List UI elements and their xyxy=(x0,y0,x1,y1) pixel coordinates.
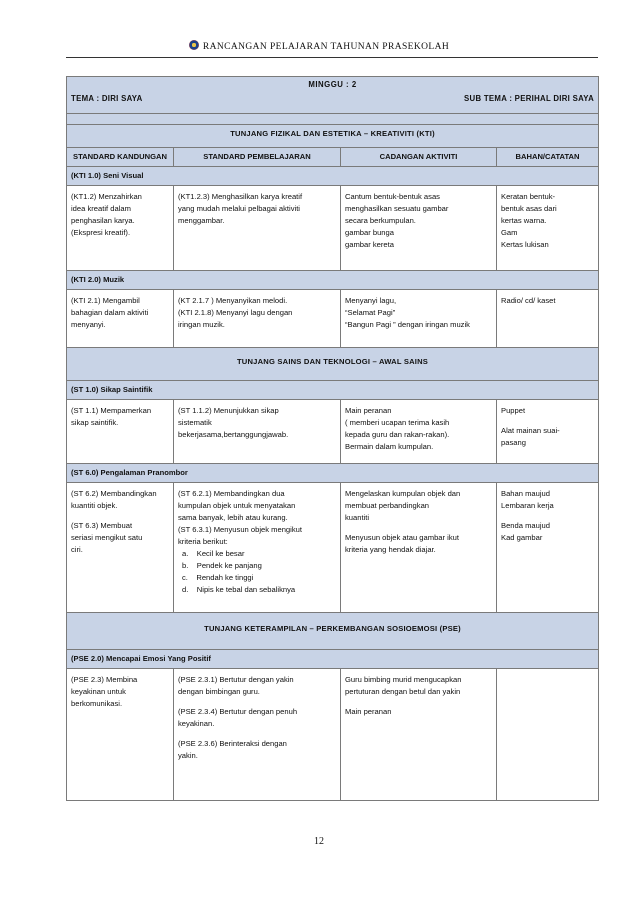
standard-kandungan-cell xyxy=(67,669,174,801)
cell-line: (KT 2.1.7 ) Menyanyikan melodi. xyxy=(178,296,288,305)
cell-line: Menyusun objek atau gambar ikut xyxy=(345,533,459,542)
cell-line: Kad gambar xyxy=(501,533,543,542)
cell-line: (KT1.2) Menzahirkan xyxy=(71,192,142,201)
cell-line: Alat mainan suai- xyxy=(501,426,560,435)
cadangan-aktiviti-cell xyxy=(341,186,497,271)
cadangan-aktiviti-cell xyxy=(341,400,497,464)
header-title: RANCANGAN PELAJARAN TAHUNAN PRASEKOLAH xyxy=(202,42,450,52)
cell-line: pasang xyxy=(501,438,526,447)
cadangan-aktiviti-cell xyxy=(341,290,497,348)
standard-kandungan-cell xyxy=(67,186,174,271)
cell-line: (ST 6.2) Membandingkan xyxy=(71,489,157,498)
standard-pembelajaran-cell xyxy=(174,290,341,348)
cell-line: “Bangun Pagi ” dengan iringan muzik xyxy=(345,320,470,329)
cell-line: bahagian dalam aktiviti xyxy=(71,308,149,317)
header-rule xyxy=(66,57,598,58)
cell-line: kumpulan objek untuk menyatakan xyxy=(178,501,296,510)
cell-line: idea kreatif dalam xyxy=(71,204,131,213)
bahan-catatan-cell xyxy=(497,400,599,464)
section-heading: (KTI 1.0) Seni Visual xyxy=(67,167,599,186)
ministry-logo-icon xyxy=(189,40,199,50)
cell-line: Guru bimbing murid mengucapkan xyxy=(345,675,462,684)
cell-line: seriasi mengikut satu xyxy=(71,533,143,542)
criteria-list-item: a. Kecil ke besar xyxy=(182,549,245,558)
cell-line: berkomunikasi. xyxy=(71,699,123,708)
cell-line: menyanyi. xyxy=(71,320,106,329)
cell-line: pertuturan dengan betul dan yakin xyxy=(345,687,461,696)
pillar-heading: TUNJANG FIZIKAL DAN ESTETIKA – KREATIVITI (KTI) xyxy=(67,125,599,148)
cell-line: kriteria yang hendak diajar. xyxy=(345,545,436,554)
cell-line: Main peranan xyxy=(345,707,392,716)
theme-label: TEMA : DIRI SAYA xyxy=(71,94,143,103)
cell-line: Menyanyi lagu, xyxy=(345,296,397,305)
cell-line: kuantiti objek. xyxy=(71,501,118,510)
week-label: MINGGU : 2 xyxy=(308,80,357,89)
week-theme-cell xyxy=(67,77,599,114)
criteria-list-item: d. Nipis ke tebal dan sebaliknya xyxy=(182,585,296,594)
cell-line: bekerjasama,bertanggungjawab. xyxy=(178,430,289,439)
cell-line: (PSE 2.3) Membina xyxy=(71,675,138,684)
pillar-heading: TUNJANG KETERAMPILAN – PERKEMBANGAN SOSIOEMOSI (PSE) xyxy=(67,613,599,650)
cell-line: penghasilan karya. xyxy=(71,216,135,225)
standard-pembelajaran-cell xyxy=(174,483,341,613)
cell-line: Bahan maujud xyxy=(501,489,550,498)
column-header: CADANGAN AKTIVITI xyxy=(341,148,497,167)
cell-line: keyakinan untuk xyxy=(71,687,126,696)
cell-line: gambar kereta xyxy=(345,240,394,249)
cell-line: (PSE 2.3.1) Bertutur dengan yakin xyxy=(178,675,294,684)
standard-kandungan-cell xyxy=(67,290,174,348)
cell-line: (KTI 2.1.8) Menyanyi lagu dengan xyxy=(178,308,293,317)
cell-line: (ST 6.3) Membuat xyxy=(71,521,133,530)
cell-line: Radio/ cd/ kaset xyxy=(501,296,556,305)
cell-line: (ST 6.2.1) Membandingkan dua xyxy=(178,489,285,498)
cell-line: yang mudah melalui pelbagai aktiviti xyxy=(178,204,300,213)
standard-kandungan-cell xyxy=(67,483,174,613)
criteria-list-item: b. Pendek ke panjang xyxy=(182,561,262,570)
lesson-plan-table xyxy=(66,76,599,801)
bahan-catatan-cell xyxy=(497,186,599,271)
cell-line: membuat perbandingkan xyxy=(345,501,430,510)
cadangan-aktiviti-cell xyxy=(341,669,497,801)
spacer-band xyxy=(67,114,599,125)
subtheme-label: SUB TEMA : PERIHAL DIRI SAYA xyxy=(464,94,595,103)
cell-line: (ST 1.1) Mempamerkan xyxy=(71,406,152,415)
cell-line: (ST 1.1.2) Menunjukkan sikap xyxy=(178,406,279,415)
cell-line: kertas warna. xyxy=(501,216,547,225)
cell-line: gambar bunga xyxy=(345,228,394,237)
cell-line: Main peranan xyxy=(345,406,392,415)
cell-line: (Ekspresi kreatif). xyxy=(71,228,131,237)
section-heading: (ST 6.0) Pengalaman Pranombor xyxy=(67,464,599,483)
cell-line: secara berkumpulan. xyxy=(345,216,416,225)
cell-line: (PSE 2.3.4) Bertutur dengan penuh xyxy=(178,707,298,716)
cell-line: (KTI 2.1) Mengambil xyxy=(71,296,140,305)
cell-line: bentuk asas dari xyxy=(501,204,557,213)
cell-line: (ST 6.3.1) Menyusun objek mengikut xyxy=(178,525,302,534)
bahan-catatan-cell xyxy=(497,483,599,613)
cell-line: Kertas lukisan xyxy=(501,240,549,249)
cell-line: sistematik xyxy=(178,418,212,427)
cell-line: menghasilkan sesuatu gambar xyxy=(345,204,449,213)
cell-line: kriteria berikut: xyxy=(178,537,228,546)
cell-line: dengan bimbingan guru. xyxy=(178,687,260,696)
cell-line: Puppet xyxy=(501,406,526,415)
cell-line: (KT1.2.3) Menghasilkan karya kreatif xyxy=(178,192,303,201)
cell-line: (PSE 2.3.6) Berinteraksi dengan xyxy=(178,739,287,748)
bahan-catatan-cell xyxy=(497,669,599,801)
cell-line: “Selamat Pagi” xyxy=(345,308,396,317)
section-heading: (ST 1.0) Sikap Saintifik xyxy=(67,381,599,400)
cell-line: sikap saintifik. xyxy=(71,418,119,427)
criteria-list-item: c. Rendah ke tinggi xyxy=(182,573,254,582)
standard-pembelajaran-cell xyxy=(174,186,341,271)
cell-line: Keratan bentuk- xyxy=(501,192,556,201)
standard-pembelajaran-cell xyxy=(174,669,341,801)
cell-line: iringan muzik. xyxy=(178,320,225,329)
page-header xyxy=(0,40,638,52)
cell-line: ciri. xyxy=(71,545,83,554)
cell-line: sama banyak, lebih atau kurang. xyxy=(178,513,288,522)
cell-line: Lembaran kerja xyxy=(501,501,554,510)
cell-line: kepada guru dan rakan-rakan). xyxy=(345,430,450,439)
section-heading: (KTI 2.0) Muzik xyxy=(67,271,599,290)
cell-line: keyakinan. xyxy=(178,719,215,728)
bahan-catatan-cell xyxy=(497,290,599,348)
pillar-heading: TUNJANG SAINS DAN TEKNOLOGI – AWAL SAINS xyxy=(67,348,599,381)
cell-line: yakin. xyxy=(178,751,198,760)
column-header: BAHAN/CATATAN xyxy=(497,148,599,167)
cell-line: ( memberi ucapan terima kasih xyxy=(345,418,450,427)
column-header: STANDARD KANDUNGAN xyxy=(67,148,174,167)
column-header: STANDARD PEMBELAJARAN xyxy=(174,148,341,167)
cell-line: Bermain dalam kumpulan. xyxy=(345,442,434,451)
cell-line: kuantiti xyxy=(345,513,370,522)
cell-line: Cantum bentuk-bentuk asas xyxy=(345,192,440,201)
cell-line: Mengelaskan kumpulan objek dan xyxy=(345,489,461,498)
cell-line: Gam xyxy=(501,228,518,237)
cadangan-aktiviti-cell xyxy=(341,483,497,613)
page-number: 12 xyxy=(314,836,324,847)
cell-line: Benda maujud xyxy=(501,521,550,530)
cell-line: menggambar. xyxy=(178,216,225,225)
section-heading: (PSE 2.0) Mencapai Emosi Yang Positif xyxy=(67,650,599,669)
standard-pembelajaran-cell xyxy=(174,400,341,464)
standard-kandungan-cell xyxy=(67,400,174,464)
